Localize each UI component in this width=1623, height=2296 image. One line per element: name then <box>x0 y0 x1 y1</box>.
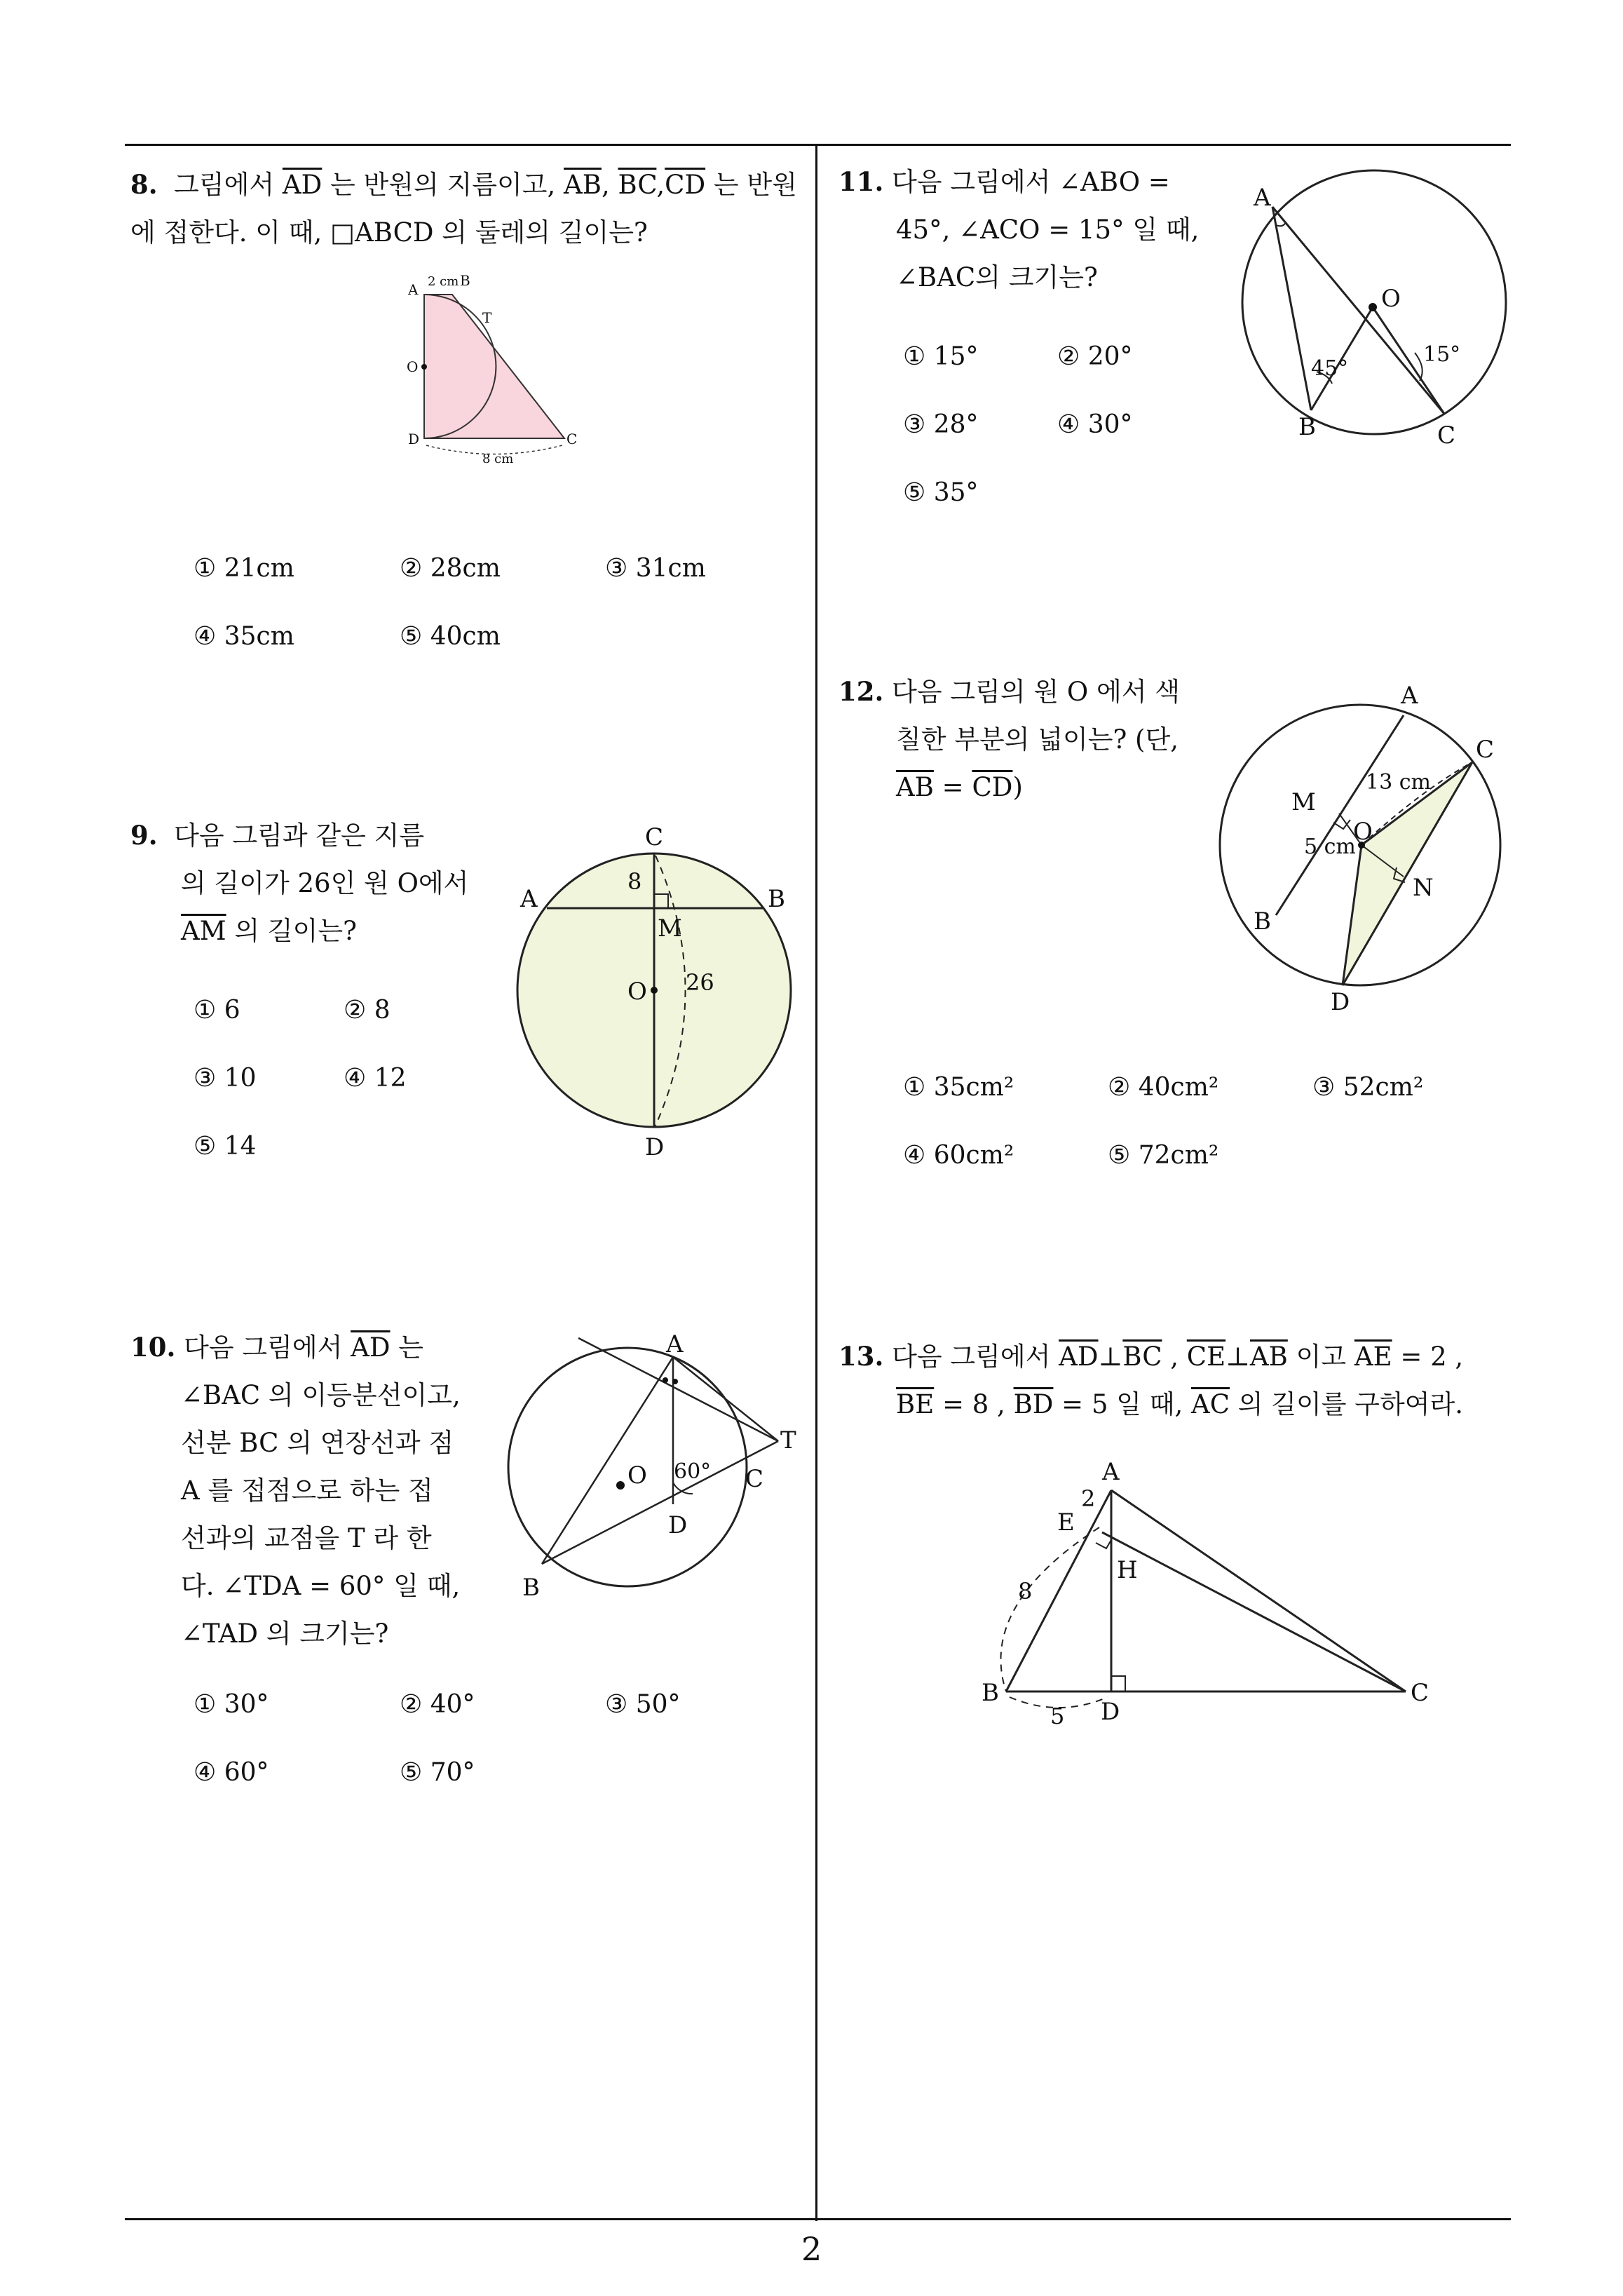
label-H: H <box>1117 1556 1138 1584</box>
problem-11-choice-5[interactable]: ⑤ 35° <box>903 478 979 507</box>
problem-10-choice-4[interactable]: ④ 60° <box>193 1758 269 1787</box>
problem-10-text: 10. 다음 그림에서 $\overline{AD}$ 는 ∠BAC 의 이등분선이고, 선분 BC 의 연장선과 점 A 를 접점으로 하는 접 선과의 교점을 T 라 한 다. ∠TDA = 60° 일 때, ∠TAD 의 크기는? <box>130 1332 461 1649</box>
label-O: O <box>1381 285 1401 313</box>
problem-8-choice-5[interactable]: ⑤ 40cm <box>400 622 501 651</box>
label-A: A <box>1254 184 1271 212</box>
problem-8-text: 8. 그림에서 $\overline{AD}$ 는 반원의 지름이고, $\overline{AB}$, $\overline{BC},\overline{CD}$ 는 반원에 접한다. 이 때, □ABCD 의 둘레의 길이는? <box>130 169 797 248</box>
page-number: 2 <box>801 2230 822 2268</box>
label-E: E <box>1057 1508 1075 1537</box>
problem-9-choice-1[interactable]: ① 6 <box>193 996 240 1025</box>
problem-8-choice-2[interactable]: ② 28cm <box>400 554 501 583</box>
top-rule <box>125 144 1511 146</box>
problem-8-choice-1[interactable]: ① 21cm <box>193 554 294 583</box>
label-O: O <box>407 358 419 375</box>
problem-12-choice-1[interactable]: ① 35cm² <box>903 1073 1014 1102</box>
bottom-rule <box>125 2218 1511 2220</box>
problem-number: 9. <box>130 820 158 851</box>
label-B: B <box>522 1574 540 1602</box>
problem-9-text: 9. 다음 그림과 같은 지름 의 길이가 26인 원 O에서 $\overline{AM}$ 의 길이는? <box>130 820 469 946</box>
label-C: C <box>1437 421 1456 450</box>
problem-10-choice-1[interactable]: ① 30° <box>193 1690 269 1719</box>
label-O: O <box>627 978 647 1006</box>
label-O: O <box>1353 818 1373 846</box>
problem-12-choice-4[interactable]: ④ 60cm² <box>903 1141 1014 1170</box>
label-D: D <box>408 431 420 447</box>
label-angle-15: 15° <box>1423 342 1461 367</box>
problem-11-choice-2[interactable]: ② 20° <box>1057 342 1133 371</box>
label-oc-length: 13 cm <box>1366 770 1431 795</box>
problem-number: 11. <box>838 166 884 197</box>
label-O: O <box>627 1461 647 1490</box>
problem-10-choice-5[interactable]: ⑤ 70° <box>400 1758 475 1787</box>
label-om-length: 5 cm <box>1304 835 1356 859</box>
label-cm-length: 8 <box>627 868 642 895</box>
label-C: C <box>1411 1679 1430 1707</box>
label-ab-length: 2 cm <box>428 274 459 289</box>
problem-8-figure <box>393 270 603 473</box>
problem-8-choice-3[interactable]: ③ 31cm <box>605 554 706 583</box>
problem-9-choice-4[interactable]: ④ 12 <box>344 1064 407 1093</box>
column-divider <box>815 144 817 2221</box>
label-N: N <box>1413 874 1434 902</box>
problem-13-text: 13. 다음 그림에서 $\overline{AD}\perp\overline{BC}$ , $\overline{CE}\perp\overline{AB}$ 이고 $\overline{AE} = 2$ , $\overline{BE} = 8$ , $\overline{BD} = 5$ 일 때, $\overline{AC}$ 의 길이를 구하여라. <box>838 1341 1464 1419</box>
shaded-triangle <box>1343 762 1472 985</box>
problem-12-text: 12. 다음 그림의 원 O 에서 색 칠한 부분의 넓이는? (단, $\overline{AB} = \overline{CD}$) <box>838 676 1180 802</box>
label-A: A <box>666 1330 684 1358</box>
problem-11-text: 11. 다음 그림에서 ∠ABO = 45°, ∠ACO = 15° 일 때, ∠BAC의 크기는? <box>838 166 1200 292</box>
label-diameter: 26 <box>686 969 714 996</box>
problem-11-choice-1[interactable]: ① 15° <box>903 342 979 371</box>
problem-number: 10. <box>130 1332 176 1363</box>
label-M: M <box>658 914 682 943</box>
label-ae-length: 2 <box>1081 1485 1096 1512</box>
problem-11-figure <box>1234 158 1528 459</box>
problem-12-choice-5[interactable]: ⑤ 72cm² <box>1108 1141 1219 1170</box>
label-B: B <box>1298 413 1316 441</box>
label-T: T <box>780 1426 796 1454</box>
label-D: D <box>1101 1698 1120 1726</box>
label-angle-45: 45° <box>1311 356 1349 381</box>
label-A: A <box>520 885 538 913</box>
problem-12-choice-3[interactable]: ③ 52cm² <box>1312 1073 1424 1102</box>
label-D: D <box>645 1133 665 1161</box>
problem-12-figure <box>1213 677 1507 1016</box>
problem-13-figure <box>967 1445 1458 1739</box>
problem-12-choice-2[interactable]: ② 40cm² <box>1108 1073 1219 1102</box>
problem-10-figure <box>494 1325 810 1613</box>
label-C: C <box>745 1465 764 1493</box>
label-B: B <box>768 885 785 913</box>
label-A: A <box>1401 682 1418 710</box>
shaded-quadrilateral <box>424 295 564 438</box>
label-D: D <box>668 1511 688 1539</box>
label-C: C <box>645 823 664 851</box>
label-B: B <box>982 1679 999 1707</box>
problem-8-choice-4[interactable]: ④ 35cm <box>193 622 294 651</box>
problem-10-choice-2[interactable]: ② 40° <box>400 1690 475 1719</box>
label-A: A <box>1102 1458 1120 1486</box>
label-A: A <box>408 281 419 298</box>
problem-10-choice-3[interactable]: ③ 50° <box>605 1690 681 1719</box>
label-C: C <box>566 431 578 447</box>
label-T: T <box>482 309 492 326</box>
label-angle-60: 60° <box>674 1459 712 1484</box>
problem-number: 12. <box>838 676 884 707</box>
label-B: B <box>1254 907 1271 936</box>
label-C: C <box>1476 736 1495 764</box>
problem-9-figure <box>512 823 806 1164</box>
label-bd-length: 5 <box>1050 1703 1065 1729</box>
label-dc-length: 8 cm <box>482 452 514 466</box>
problem-9-choice-5[interactable]: ⑤ 14 <box>193 1132 257 1161</box>
problem-number: 8. <box>130 169 158 200</box>
problem-number: 13. <box>838 1341 884 1372</box>
label-be-length: 8 <box>1018 1578 1033 1605</box>
problem-11-choice-4[interactable]: ④ 30° <box>1057 410 1133 439</box>
problem-9-choice-3[interactable]: ③ 10 <box>193 1064 257 1093</box>
label-D: D <box>1331 988 1350 1016</box>
problem-9-choice-2[interactable]: ② 8 <box>344 996 391 1025</box>
label-M: M <box>1291 788 1316 816</box>
label-B: B <box>460 272 470 289</box>
problem-11-choice-3[interactable]: ③ 28° <box>903 410 979 439</box>
